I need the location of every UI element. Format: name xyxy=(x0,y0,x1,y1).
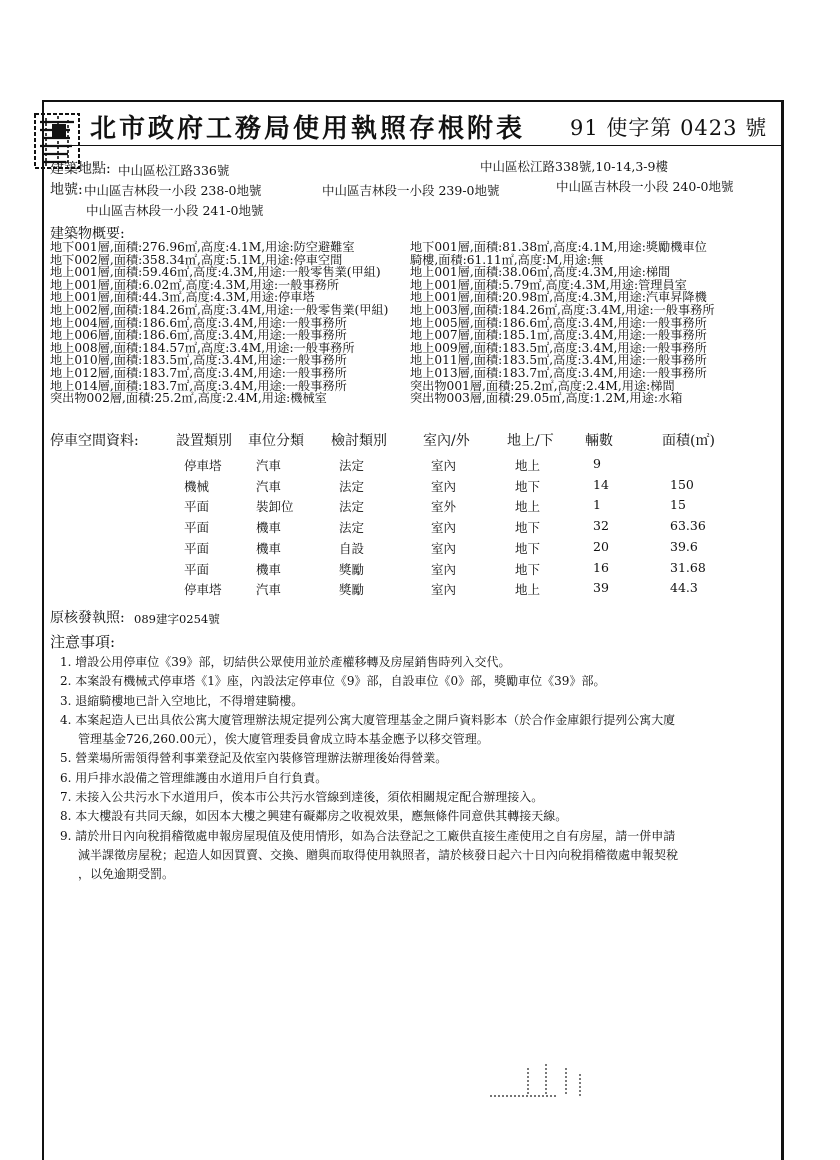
floor-entry: 地下001層,面積:81.38㎡,高度:4.1M,用途:獎勵機車位 xyxy=(410,240,707,254)
floor-entry: 地上001層,面積:6.02㎡,高度:4.3M,用途:一般事務所 xyxy=(50,277,340,292)
parking-header: 檢討類別 xyxy=(331,433,387,449)
parking-header: 輛數 xyxy=(585,433,613,449)
notes-list xyxy=(60,653,780,885)
page-title: 北市政府工務局使用執照存根附表 xyxy=(90,114,526,144)
parking-header: 室內/外 xyxy=(423,433,470,449)
floor-entry: 地上014層,面積:183.7㎡,高度:3.4M,用途:一般事務所 xyxy=(50,378,347,393)
floor-entry: 地上001層,面積:20.98㎡,高度:4.3M,用途:汽車昇降機 xyxy=(410,290,707,305)
parking-row xyxy=(50,539,790,559)
scan-artifact-mark xyxy=(450,1060,650,1100)
parking-cell: 汽車 xyxy=(256,582,282,598)
parking-cell: 平面 xyxy=(184,499,210,515)
parking-cell: 機車 xyxy=(256,561,282,577)
note-item: 8. 本大樓設有共同天線，如因本大樓之興建有礙鄰房之收視效果，應無條件同意供其轉接天線。 xyxy=(60,809,568,824)
parking-cell: 44.3 xyxy=(670,580,698,596)
parking-cell: 機車 xyxy=(256,520,282,536)
parking-cell: 自設 xyxy=(339,540,365,556)
lot-number: 中山區吉林段一小段 240-0地號 xyxy=(556,179,734,194)
floor-entry: 地下001層,面積:276.96㎡,高度:4.1M,用途:防空避難室 xyxy=(50,240,355,254)
parking-cell: 平面 xyxy=(184,561,210,577)
floor-entry: 地上008層,面積:184.57㎡,高度:3.4M,用途:一般事務所 xyxy=(50,340,355,355)
parking-cell: 地下 xyxy=(515,561,541,577)
floor-entry: 地上007層,面積:185.1㎡,高度:3.4M,用途:一般事務所 xyxy=(410,328,707,343)
parking-cell: 39.6 xyxy=(670,538,698,554)
floor-entry: 騎樓,面積:61.11㎡,高度:M,用途:無 xyxy=(410,252,604,267)
site-location-value: 中山區松江路336號 xyxy=(118,163,230,178)
floor-entry: 地上005層,面積:186.6㎡,高度:3.4M,用途:一般事務所 xyxy=(410,315,707,330)
parking-row xyxy=(50,580,790,600)
parking-cell: 汽車 xyxy=(256,478,282,494)
parking-row xyxy=(50,518,790,538)
parking-cell: 室內 xyxy=(431,540,457,556)
floor-entry: 地上004層,面積:186.6㎡,高度:3.4M,用途:一般事務所 xyxy=(50,315,347,330)
parking-cell: 獎勵 xyxy=(339,582,365,598)
original-permit-label: 原核發執照: xyxy=(50,610,125,626)
parking-header: 設置類別 xyxy=(176,433,232,449)
parking-cell: 地上 xyxy=(515,499,541,515)
permit-number: 91 使字第 0423 號 xyxy=(570,116,768,140)
parking-header: 面積(㎡) xyxy=(662,433,715,449)
parking-cell: 20 xyxy=(593,538,609,554)
floor-entry: 地上010層,面積:183.5㎡,高度:3.4M,用途:一般事務所 xyxy=(50,353,347,368)
parking-row xyxy=(50,560,790,580)
parking-cell: 平面 xyxy=(184,540,210,556)
site-location-value-2: 中山區松江路338號,10-14,3-9樓 xyxy=(480,159,668,174)
floor-entry: 地上002層,面積:184.26㎡,高度:3.4M,用途:一般零售業(甲組) xyxy=(50,302,389,317)
note-item: 1. 增設公用停車位《39》部，切結供公眾使用並於產權移轉及房屋銷售時列入交代。 xyxy=(60,655,511,669)
parking-cell: 31.68 xyxy=(670,559,706,575)
floor-entry: 地上011層,面積:183.5㎡,高度:3.4M,用途:一般事務所 xyxy=(410,353,707,368)
parking-cell: 獎勵 xyxy=(339,561,365,577)
parking-cell: 150 xyxy=(670,476,694,492)
note-item-continuation: ，以免逾期受罰。 xyxy=(78,867,175,882)
note-item: 3. 退縮騎樓地已計入空地比，不得增建騎樓。 xyxy=(60,693,304,708)
note-item: 2. 本案設有機械式停車塔《1》座，內設法定停車位《9》部，自設車位《0》部，獎勵車位《39》部。 xyxy=(60,674,606,689)
parking-cell: 法定 xyxy=(339,478,365,494)
floor-entry: 突出物002層,面積:25.2㎡,高度:2.4M,用途:機械室 xyxy=(50,391,327,406)
parking-cell: 平面 xyxy=(184,520,210,536)
parking-cell: 63.36 xyxy=(670,518,706,534)
parking-cell: 機車 xyxy=(256,540,282,556)
note-item: 9. 請於卅日內向稅捐稽徵處申報房屋現值及使用情形，如為合法登記之工廠供直接生產使用之自有房屋，請一併申請 xyxy=(60,828,676,843)
parking-cell: 法定 xyxy=(339,458,365,473)
parking-cell: 室外 xyxy=(431,499,457,515)
parking-cell: 1 xyxy=(593,497,601,513)
floor-entry: 地上013層,面積:183.7㎡,高度:3.4M,用途:一般事務所 xyxy=(410,365,707,380)
parking-cell: 汽車 xyxy=(256,458,282,473)
parking-cell: 32 xyxy=(593,518,609,534)
floor-entry: 地上001層,面積:44.3㎡,高度:4.3M,用途:停車塔 xyxy=(50,290,315,305)
lot-number: 中山區吉林段一小段 239-0地號 xyxy=(322,183,500,198)
parking-cell: 地下 xyxy=(515,540,541,556)
lot-number: 中山區吉林段一小段 241-0地號 xyxy=(86,203,264,218)
parking-cell: 裝卸位 xyxy=(256,499,294,515)
floor-entry: 地上003層,面積:184.26㎡,高度:3.4M,用途:一般事務所 xyxy=(410,302,715,317)
floor-entry: 地上006層,面積:186.6㎡,高度:3.4M,用途:一般事務所 xyxy=(50,328,347,343)
floor-entry: 地上001層,面積:59.46㎡,高度:4.3M,用途:一般零售業(甲組) xyxy=(50,265,381,280)
parking-cell: 16 xyxy=(593,559,609,575)
floor-entry: 地下002層,面積:358.34㎡,高度:5.1M,用途:停車空間 xyxy=(50,252,343,267)
parking-cell: 室內 xyxy=(431,478,457,494)
note-item-continuation: 減半課徵房屋稅；起造人如因買賣、交換、贈與而取得使用執照者，請於核發日起六十日內向稅捐稽徵處申報契稅 xyxy=(78,847,679,862)
parking-cell: 法定 xyxy=(339,499,365,515)
parking-cell: 地上 xyxy=(515,458,541,473)
floor-entry: 突出物003層,面積:29.05㎡,高度:1.2M,用途:水箱 xyxy=(410,391,683,406)
parking-cell: 室內 xyxy=(431,561,457,577)
parking-cell: 地下 xyxy=(515,478,541,494)
site-location-label: 建築地點: xyxy=(50,161,111,177)
parking-cell: 39 xyxy=(593,580,609,596)
parking-cell: 機械 xyxy=(184,478,210,494)
parking-row xyxy=(50,497,790,517)
overview-label: 建築物概要: xyxy=(50,226,125,242)
note-item: 4. 本案起造人已出具依公寓大廈管理辦法規定提列公寓大廈管理基金之開戶資料影本（於合作金庫銀行提列公寓大廈 xyxy=(60,712,676,727)
floor-entry: 地上001層,面積:5.79㎡,高度:4.3M,用途:管理員室 xyxy=(410,277,687,292)
parking-cell: 14 xyxy=(593,476,609,492)
parking-cell: 室內 xyxy=(431,582,457,598)
floor-entry: 地上001層,面積:38.06㎡,高度:4.3M,用途:梯間 xyxy=(410,265,671,280)
parking-cell: 地下 xyxy=(515,520,541,536)
parking-cell: 停車塔 xyxy=(184,458,222,473)
parking-header: 車位分類 xyxy=(248,433,304,449)
parking-cell: 停車塔 xyxy=(184,582,222,598)
floor-entry: 地上012層,面積:183.7㎡,高度:3.4M,用途:一般事務所 xyxy=(50,365,347,380)
parking-label: 停車空間資料: xyxy=(50,433,139,449)
parking-row xyxy=(50,456,790,476)
lot-number: 中山區吉林段一小段 238-0地號 xyxy=(84,183,262,198)
lot-label: 地號: xyxy=(50,182,83,198)
note-item-continuation: 管理基金726,260.00元），俟大廈管理委員會成立時本基金應予以移交管理。 xyxy=(78,732,489,747)
overview-left-column xyxy=(50,241,388,405)
parking-header: 地上/下 xyxy=(507,433,554,449)
parking-cell: 室內 xyxy=(431,458,457,473)
parking-cell: 地上 xyxy=(515,582,541,598)
parking-cell: 15 xyxy=(670,497,686,513)
floor-entry: 地上009層,面積:183.5㎡,高度:3.4M,用途:一般事務所 xyxy=(410,340,707,355)
parking-row xyxy=(50,477,790,497)
overview-right-column xyxy=(410,241,715,405)
floor-entry: 突出物001層,面積:25.2㎡,高度:2.4M,用途:梯間 xyxy=(410,378,675,393)
original-permit-value: 089建字0254號 xyxy=(134,612,220,626)
parking-cell: 9 xyxy=(593,456,601,471)
parking-cell: 室內 xyxy=(431,520,457,536)
note-item: 7. 未接入公共污水下水道用戶，俟本市公共污水管線到達後，須依相關規定配合辦理接入。 xyxy=(60,790,544,805)
note-item: 5. 營業場所需領得營利事業登記及依室內裝修管理辦法辦理後始得營業。 xyxy=(60,751,448,766)
parking-cell: 法定 xyxy=(339,520,365,536)
note-item: 6. 用戶排水設備之管理維護由水道用戶自行負責。 xyxy=(60,770,328,785)
notes-label: 注意事項: xyxy=(50,633,116,651)
